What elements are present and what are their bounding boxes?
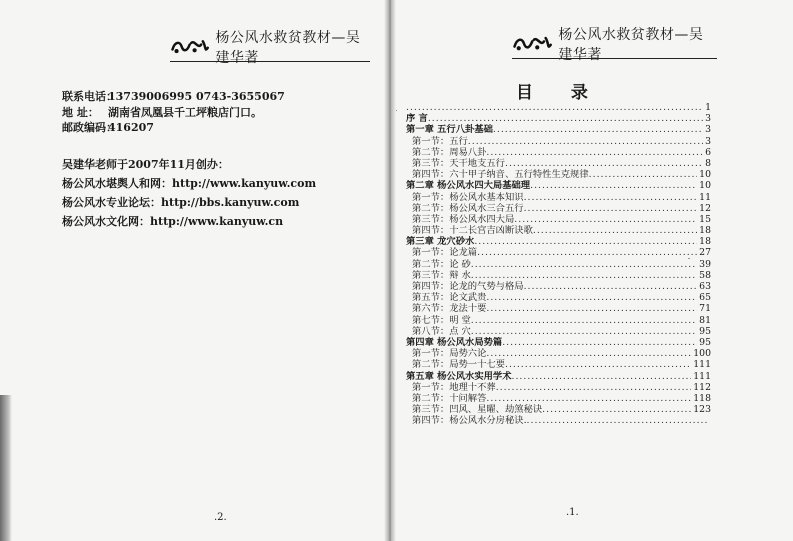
- toc-entry-title: 第四节：六十甲子纳音、五行特性生克规律: [412, 169, 589, 181]
- toc-leader-dots: [493, 124, 703, 135]
- toc-entry-title: 第五章 杨公风水实用学术: [406, 370, 512, 382]
- toc-page-number: 65: [699, 292, 711, 304]
- contact-address: [62, 105, 285, 121]
- table-of-contents: [406, 102, 711, 426]
- toc-leader-dots: [502, 337, 697, 348]
- toc-leader-dots: [533, 225, 697, 236]
- toc-entry-title: 第一节：五行: [412, 135, 468, 147]
- header-rule: [512, 58, 717, 59]
- toc-chapter-row: [406, 124, 711, 135]
- toc-page-number: 27: [699, 247, 711, 259]
- calligraphy-logo: [512, 33, 552, 55]
- toc-page-number: 3: [705, 135, 711, 147]
- toc-entry-title: 第三节：天干地支五行: [412, 157, 505, 169]
- toc-section-row: [406, 192, 711, 203]
- toc-page-number: 10: [699, 169, 711, 181]
- page-number-right: .1.: [566, 507, 579, 518]
- toc-leader-dots: [486, 393, 691, 404]
- toc-page-number: 3: [705, 113, 711, 125]
- contact-value: 13739006995 0743-3655067: [108, 90, 285, 103]
- toc-leader-dots: [474, 236, 697, 247]
- toc-section-row: [406, 169, 711, 180]
- toc-section-row: [406, 315, 711, 326]
- toc-leader-dots: [406, 102, 703, 113]
- toc-page-number: 112: [693, 381, 711, 393]
- toc-page-number: 95: [699, 325, 711, 337]
- toc-section-row: [406, 136, 711, 147]
- toc-page-number: 118: [693, 392, 711, 404]
- toc-page-number: 71: [699, 303, 711, 315]
- toc-leader-dots: [486, 147, 703, 158]
- toc-section-row: [406, 270, 711, 281]
- toc-entry-title: 第三节：辩 水: [412, 269, 471, 281]
- toc-title: 目 录: [516, 83, 604, 103]
- toc-page-number: 100: [693, 348, 711, 360]
- scan-edge-shadow: [0, 395, 12, 541]
- toc-entry-title: 第五节：论文武贵: [412, 292, 487, 304]
- toc-entry-title: 第八节：点 穴: [412, 325, 471, 337]
- toc-page-number: [709, 415, 711, 426]
- toc-entry-title: 第三节：杨公风水四大局: [412, 213, 515, 225]
- toc-leader-dots: [496, 382, 692, 393]
- toc-entry-title: 第一节：论龙篇: [412, 247, 478, 259]
- toc-leader-dots: [505, 158, 703, 169]
- toc-chapter-row: [406, 371, 711, 382]
- toc-leader-dots: [486, 303, 697, 314]
- toc-section-row: [406, 303, 711, 314]
- toc-chapter-row: [406, 337, 711, 348]
- founder-line: 吴建华老师于2007年11月创办：: [62, 158, 229, 171]
- toc-page-number: 63: [699, 281, 711, 292]
- founder-block: [62, 155, 316, 231]
- toc-page-number: 6: [705, 146, 711, 158]
- toc-entry-title: 第一章 五行八卦基础: [406, 124, 493, 136]
- toc-page-number: 123: [693, 404, 711, 416]
- scan-mark: [688, 258, 690, 259]
- toc-entry-title: 第七节：明 堂: [412, 314, 471, 326]
- toc-page-number: 81: [699, 314, 711, 326]
- toc-section-row: [406, 102, 711, 113]
- toc-page-number: 8: [705, 157, 711, 169]
- toc-page-number: 11: [699, 191, 711, 203]
- toc-entry-title: 第二节：十问解答: [412, 392, 487, 404]
- toc-entry-title: 序 言: [406, 113, 428, 125]
- series-title: 杨公风水救贫教材—吴建华著: [558, 27, 704, 63]
- toc-leader-dots: [477, 247, 697, 258]
- book-gutter: [384, 0, 396, 541]
- toc-leader-dots: [486, 348, 691, 359]
- toc-leader-dots: [524, 203, 698, 214]
- toc-section-row: [406, 147, 711, 158]
- right-page-header: [512, 27, 717, 63]
- toc-chapter-row: [406, 113, 711, 124]
- toc-section-row: [406, 225, 711, 236]
- toc-section-row: [406, 415, 711, 426]
- toc-section-row: [406, 359, 711, 370]
- toc-leader-dots: [512, 371, 692, 382]
- toc-page-number: 18: [699, 225, 711, 237]
- toc-leader-dots: [471, 315, 697, 326]
- right-page: [392, 0, 793, 541]
- toc-entry-title: 第三节：凹风、星曜、劫煞秘诀: [412, 404, 543, 416]
- toc-entry-title: 第一节：杨公风水基本知识: [412, 191, 524, 203]
- contact-label: 联系电话：: [62, 90, 117, 103]
- toc-leader-dots: [486, 292, 697, 303]
- toc-chapter-row: [406, 180, 711, 191]
- calligraphy-logo: [170, 36, 209, 58]
- contact-value: 湖南省凤凰县千工坪粮店门口。: [108, 105, 262, 119]
- toc-entry-title: 第三章 龙穴砂水: [406, 236, 475, 248]
- forum-line: 杨公风水专业论坛：http://bbs.kanyuw.com: [62, 196, 300, 209]
- toc-section-row: [406, 214, 711, 225]
- toc-leader-dots: [428, 113, 703, 124]
- website-line: 杨公风水堪舆人和网：http://www.kanyuw.com: [62, 177, 317, 190]
- toc-section-row: [406, 281, 711, 292]
- toc-section-row: [406, 348, 711, 359]
- toc-leader-dots: [530, 180, 697, 191]
- toc-entry-title: 第二节：局势一十七要: [412, 359, 505, 371]
- contact-phone: [62, 89, 285, 105]
- toc-section-row: [406, 292, 711, 303]
- toc-page-number: 1: [705, 102, 711, 113]
- toc-entry-title: 第二节：杨公风水三合五行: [412, 202, 524, 214]
- toc-section-row: [406, 203, 711, 214]
- toc-chapter-row: [406, 236, 711, 247]
- series-title: 杨公风水救贫教材—吴建华著: [215, 30, 361, 66]
- contact-block: [62, 89, 285, 136]
- toc-page-number: 12: [699, 202, 711, 214]
- header-rule: [170, 61, 370, 62]
- toc-leader-dots: [514, 214, 697, 225]
- toc-leader-dots: [468, 136, 703, 147]
- toc-entry-title: 第四节：杨公风水分房秘诀.: [412, 415, 527, 427]
- toc-entry-title: 第二节：论 砂: [412, 258, 471, 270]
- toc-section-row: [406, 382, 711, 393]
- toc-section-row: [406, 326, 711, 337]
- left-page: [0, 0, 388, 541]
- contact-postcode: [62, 120, 285, 136]
- toc-page-number: 95: [699, 336, 711, 348]
- toc-leader-dots: [505, 359, 691, 370]
- toc-page-number: 18: [699, 236, 711, 248]
- contact-value: 416207: [108, 121, 154, 134]
- toc-leader-dots: [527, 415, 709, 426]
- toc-page-number: 58: [699, 269, 711, 281]
- toc-entry-title: 第六节：龙法十要: [412, 303, 487, 315]
- toc-entry-title: 第一节：地理十不葬: [412, 381, 496, 393]
- toc-page-number: 39: [699, 258, 711, 270]
- toc-leader-dots: [589, 169, 698, 180]
- culture-site-line: 杨公风水文化网：http://www.kanyuw.cn: [62, 215, 284, 228]
- toc-section-row: [406, 259, 711, 270]
- toc-leader-dots: [471, 270, 697, 281]
- toc-leader-dots: [471, 259, 697, 270]
- toc-leader-dots: [471, 326, 697, 337]
- toc-page-number: 10: [699, 180, 711, 192]
- toc-page-number: 111: [693, 359, 711, 371]
- toc-entry-title: 第四章 杨公风水局势篇: [406, 336, 503, 348]
- toc-page-number: 15: [699, 213, 711, 225]
- toc-entry-title: 第二节：周易八卦: [412, 146, 487, 158]
- left-page-header: [170, 30, 370, 66]
- toc-leader-dots: [542, 404, 691, 415]
- toc-section-row: [406, 393, 711, 404]
- toc-section-row: [406, 404, 711, 415]
- toc-entry-title: 第一节：局势六论: [412, 348, 487, 360]
- toc-leader-dots: [524, 192, 698, 203]
- toc-leader-dots: [524, 281, 698, 292]
- toc-section-row: [406, 247, 711, 258]
- toc-page-number: 3: [705, 124, 711, 136]
- toc-page-number: 111: [693, 370, 711, 382]
- toc-entry-title: 第四节：论龙的气势与格局: [412, 281, 524, 292]
- contact-label: 地 址：: [62, 105, 99, 119]
- contact-label: 邮政编码：: [62, 121, 117, 134]
- page-number-left: .2.: [214, 512, 227, 523]
- toc-entry-title: 第二章 杨公风水四大局基础理: [406, 180, 531, 192]
- toc-entry-title: 第四节：十二长宫吉凶断诀歌: [412, 225, 533, 237]
- toc-section-row: [406, 158, 711, 169]
